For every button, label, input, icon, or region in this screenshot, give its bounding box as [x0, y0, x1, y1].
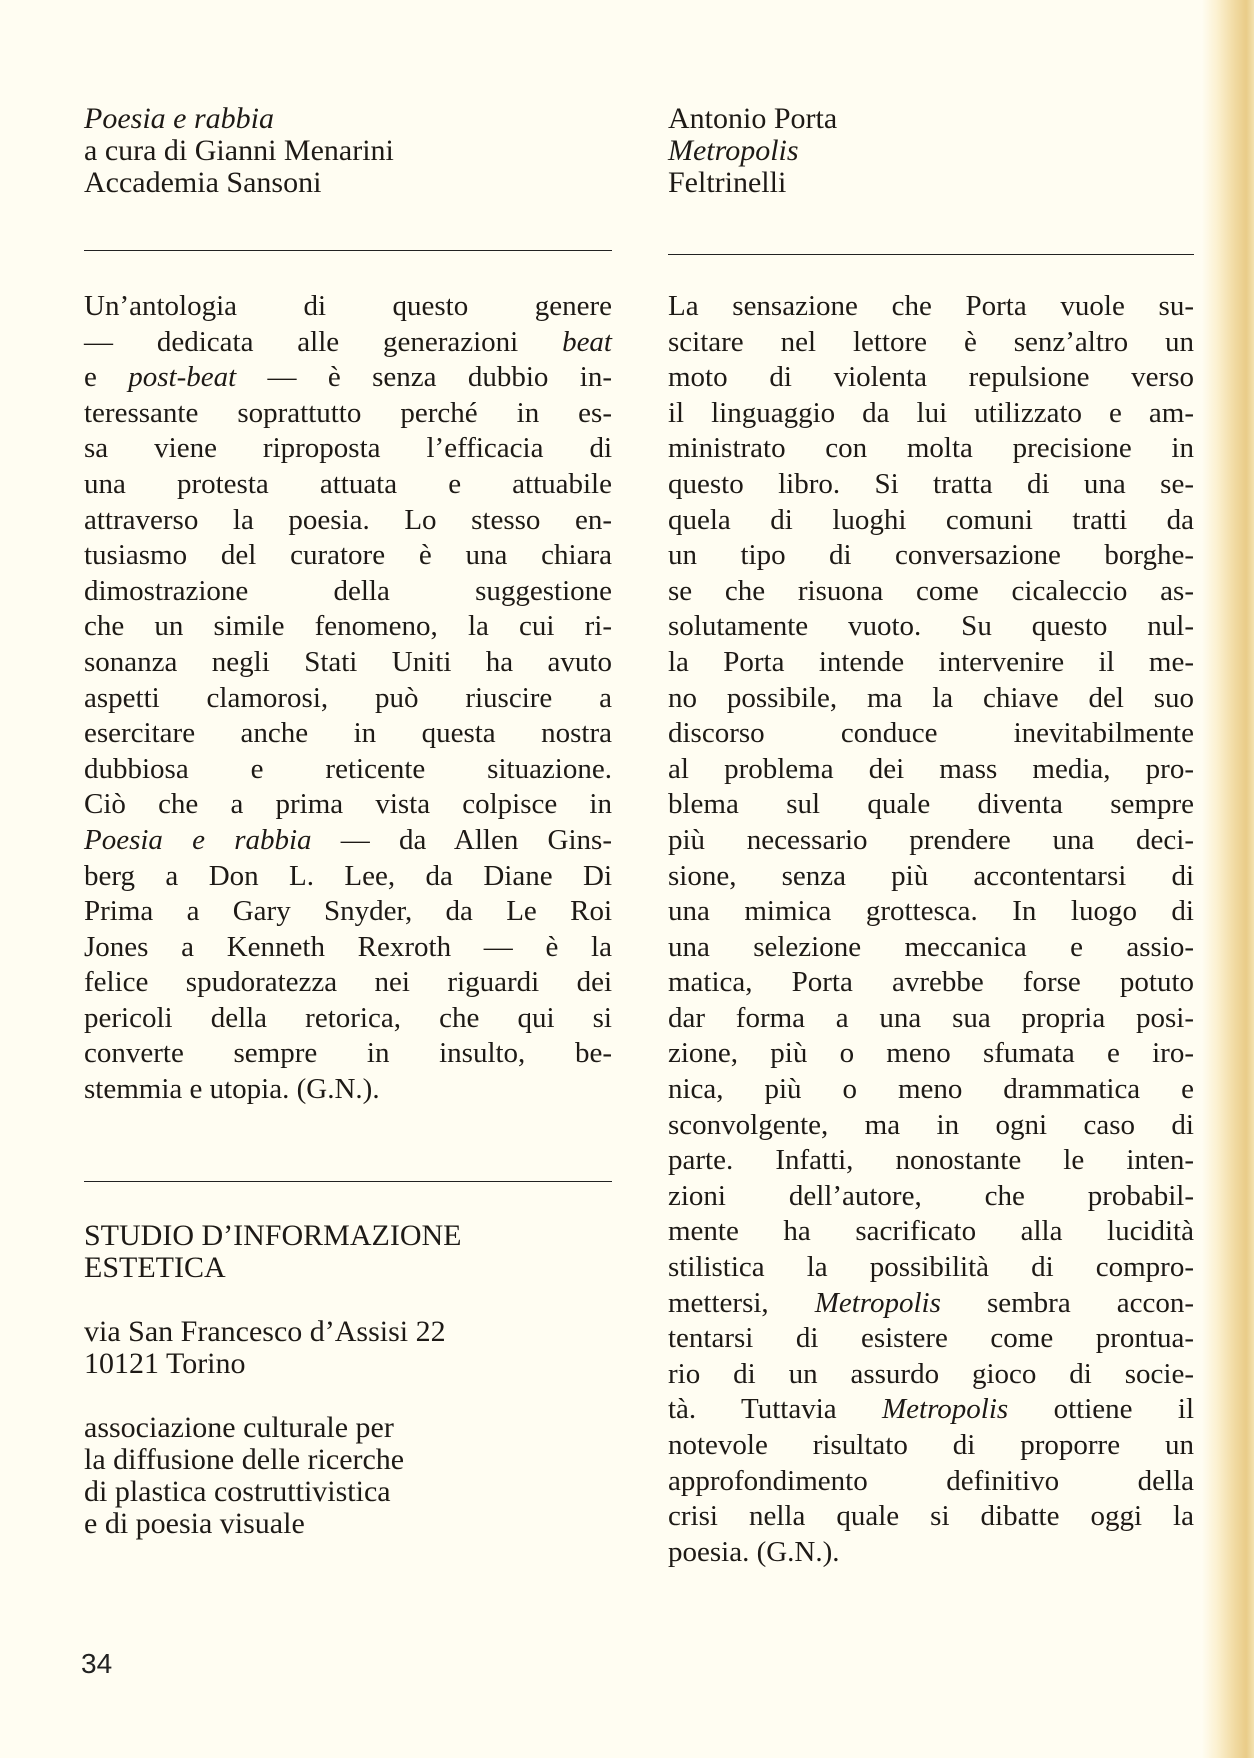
text-line: moto di violenta repulsione verso — [668, 361, 1194, 394]
text-line: dubbiosa e reticente situazione. — [84, 752, 612, 785]
italic-title: post-beat — [128, 361, 237, 394]
text-line: dar forma a una sua propria posi- — [668, 1001, 1194, 1034]
section-divider — [668, 254, 1194, 255]
text-line: poesia. (G.N.). — [668, 1535, 840, 1568]
text-line: solutamente vuoto. Su questo nul- — [668, 610, 1194, 643]
text-line: rio di un assurdo gioco di socie- — [668, 1357, 1194, 1390]
book-publisher: Feltrinelli — [668, 166, 787, 199]
text-line: pericoli della retorica, che qui si — [84, 1001, 612, 1034]
text-line: dimostrazione della suggestione — [84, 574, 612, 607]
text-line: sa viene riproposta l’efficacia di — [84, 432, 612, 465]
text-line: al problema dei mass media, pro- — [668, 752, 1194, 785]
text-line: Un’antologia di questo genere — [84, 290, 612, 322]
italic-title: beat — [562, 325, 612, 358]
page-edge-shadow — [1202, 0, 1254, 1758]
text-line: attraverso la poesia. Lo stesso en- — [84, 503, 612, 536]
italic-title: Metropolis — [814, 1286, 941, 1319]
text-line: discorso conduce inevitabilmente — [668, 717, 1194, 750]
text-line: Ciò che a prima vista colpisce in — [84, 788, 612, 821]
text-line: tà. Tuttavia Metropolis ottiene il — [668, 1393, 1194, 1426]
text-line: Prima a Gary Snyder, da Le Roi — [84, 895, 612, 928]
text-line: Poesia e rabbia — da Allen Gins- — [84, 823, 612, 856]
book-title: Poesia e rabbia — [84, 102, 274, 135]
book-editor: a cura di Gianni Menarini — [84, 134, 394, 167]
review-header-poesia-e-rabbia — [84, 103, 614, 199]
text-line: felice spudoratezza nei riguardi dei — [84, 966, 612, 999]
text-line: tusiasmo del curatore è una chiara — [84, 539, 612, 572]
review-body-poesia-e-rabbia — [84, 289, 612, 1108]
text-line: — dedicata alle generazioni beat — [84, 325, 612, 358]
text-line: scitare nel lettore è senz’altro un — [668, 325, 1194, 358]
text-line: zioni dell’autore, che probabil- — [668, 1179, 1194, 1212]
text-line: Jones a Kenneth Rexroth — è la — [84, 930, 612, 963]
text-line: una protesta attuata e attuabile — [84, 467, 612, 500]
text-line: no possibile, ma la chiave del suo — [668, 681, 1194, 714]
review-body-metropolis — [668, 289, 1194, 1570]
italic-title: Metropolis — [882, 1393, 1009, 1426]
text-line: mettersi, Metropolis sembra accon- — [668, 1286, 1194, 1319]
text-line: teressante soprattutto perché in es- — [84, 396, 612, 429]
text-line: approfondimento definitivo della — [668, 1464, 1194, 1497]
text-line: una mimica grottesca. In luogo di — [668, 895, 1194, 928]
text-line: questo libro. Si tratta di una se- — [668, 467, 1194, 500]
text-line: parte. Infatti, nonostante le inten- — [668, 1144, 1194, 1177]
studio-description: associazione culturale per la diffusione delle ricerche di plastica costruttivistica e di poesia visuale — [84, 1411, 405, 1540]
text-line: e post-beat — è senza dubbio in- — [84, 361, 612, 394]
text-line: mente ha sacrificato alla lucidità — [668, 1215, 1194, 1248]
book-author: Antonio Porta — [668, 102, 838, 135]
text-line: notevole risultato di proporre un — [668, 1429, 1194, 1461]
text-line: sione, senza più accontentarsi di — [668, 859, 1194, 892]
text-line: una selezione meccanica e assio- — [668, 930, 1194, 963]
page-number: 34 — [81, 1648, 113, 1679]
section-divider — [84, 1181, 612, 1182]
section-divider — [84, 250, 612, 251]
text-line: crisi nella quale si dibatte oggi la — [668, 1500, 1194, 1533]
text-line: La sensazione che Porta vuole su- — [668, 290, 1194, 322]
text-line: tentarsi di esistere come prontua- — [668, 1322, 1194, 1355]
text-line: se che risuona come cicaleccio as- — [668, 574, 1194, 607]
book-publisher: Accademia Sansoni — [84, 166, 322, 199]
studio-name: STUDIO D’INFORMAZIONE ESTETICA — [84, 1219, 462, 1284]
text-line: stilistica la possibilità di compro- — [668, 1251, 1194, 1284]
text-line: che un simile fenomeno, la cui ri- — [84, 610, 612, 643]
italic-title: Poesia e rabbia — [84, 823, 312, 856]
text-line: converte sempre in insulto, be- — [84, 1037, 612, 1070]
text-line: ministrato con molta precisione in — [668, 432, 1194, 465]
text-line: aspetti clamorosi, può riuscire a — [84, 681, 612, 714]
text-line: il linguaggio da lui utilizzato e am- — [668, 396, 1194, 429]
text-line: berg a Don L. Lee, da Diane Di — [84, 859, 612, 892]
text-line: matica, Porta avrebbe forse potuto — [668, 966, 1194, 999]
text-line: la Porta intende intervenire il me- — [668, 645, 1194, 678]
text-line: sconvolgente, ma in ogni caso di — [668, 1108, 1194, 1141]
text-line: un tipo di conversazione borghe- — [668, 539, 1194, 572]
text-line: esercitare anche in questa nostra — [84, 717, 612, 750]
text-line: stemmia e utopia. (G.N.). — [84, 1073, 380, 1106]
text-line: sonanza negli Stati Uniti ha avuto — [84, 645, 612, 678]
studio-informazione-block — [84, 1220, 614, 1540]
review-header-metropolis — [668, 103, 1196, 199]
text-line: blema sul quale diventa sempre — [668, 788, 1194, 821]
text-line: quela di luoghi comuni tratti da — [668, 503, 1194, 536]
book-title: Metropolis — [668, 134, 799, 167]
studio-address: via San Francesco d’Assisi 22 10121 Torino — [84, 1315, 446, 1380]
text-line: più necessario prendere una deci- — [668, 823, 1194, 856]
text-line: nica, più o meno drammatica e — [668, 1073, 1194, 1106]
text-line: zione, più o meno sfumata e iro- — [668, 1037, 1194, 1070]
